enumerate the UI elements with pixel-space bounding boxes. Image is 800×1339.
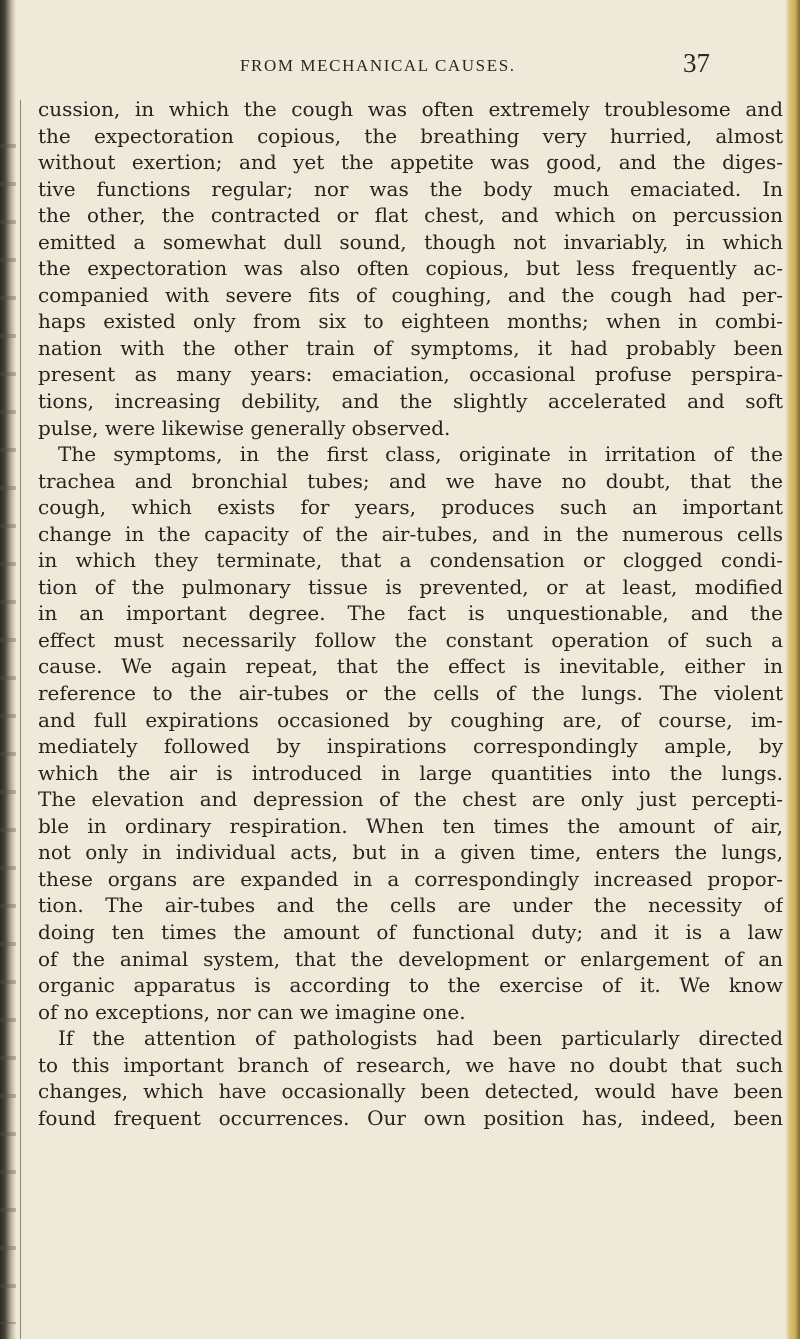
text-line: tion of the pulmonary tissue is prevented, or at least, modified (38, 574, 783, 599)
text-line: cussion, in which the cough was often extremely troublesome and (38, 97, 783, 121)
text-line: the expectoration copious, the breathing very hurried, almost (38, 123, 783, 148)
text-line: ble in ordinary respiration. When ten times the amount of air, (38, 813, 783, 838)
text-line: in an important degree. The fact is unquestionable, and the (38, 601, 783, 626)
text-line: nation with the other train of symptoms, it had probably been (38, 335, 783, 360)
text-line: without exertion; and yet the appetite was good, and the diges- (38, 150, 783, 175)
text-line: in which they terminate, that a condensation or clogged condi- (38, 548, 783, 573)
text-line: tive functions regular; nor was the body much emaciated. In (38, 176, 783, 201)
text-line: organic apparatus is according to the exercise of it. We know (38, 973, 783, 998)
page-number: 37 (683, 48, 710, 78)
text-line: these organs are expanded in a correspondingly increased propor- (38, 866, 783, 891)
text-line: effect must necessarily follow the constant operation of such a (38, 627, 783, 652)
text-line: emitted a somewhat dull sound, though not invariably, in which (38, 229, 783, 254)
body-text (38, 96, 783, 1131)
text-line: the other, the contracted or flat chest, and which on percussion (38, 203, 783, 228)
text-line: change in the capacity of the air-tubes, and in the numerous cells (38, 521, 783, 546)
text-line: trachea and bronchial tubes; and we have no doubt, that the (38, 468, 783, 493)
text-line: not only in individual acts, but in a given time, enters the lungs, (38, 840, 783, 865)
text-line: mediately followed by inspirations correspondingly ample, by (38, 734, 783, 759)
text-line: of the animal system, that the development or enlargement of an (38, 946, 783, 971)
text-line: The elevation and depression of the chest are only just percepti- (38, 787, 783, 812)
text-line: tions, increasing debility, and the slightly accelerated and soft (38, 389, 783, 414)
text-line: cough, which exists for years, produces such an important (38, 495, 783, 520)
left-gutter-marks (0, 124, 16, 1324)
text-line: companied with severe fits of coughing, and the cough had per- (38, 282, 783, 307)
text-line: and full expirations occasioned by coughing are, of course, im- (38, 707, 783, 732)
text-line: doing ten times the amount of functional duty; and it is a law (38, 919, 783, 944)
text-line: reference to the air-tubes or the cells of the lungs. The violent (38, 681, 783, 706)
left-margin-rule (20, 100, 21, 1339)
text-line: of no exceptions, nor can we imagine one. (38, 999, 466, 1024)
text-line: If the attention of pathologists had been particularly directed (58, 1026, 783, 1051)
text-line: present as many years: emaciation, occasional profuse perspira- (38, 362, 783, 387)
text-line: changes, which have occasionally been detected, would have been (38, 1079, 783, 1104)
running-head: FROM MECHANICAL CAUSES. (240, 56, 516, 75)
right-page-edge (786, 0, 800, 1339)
text-line: tion. The air-tubes and the cells are under the necessity of (38, 893, 783, 918)
text-line: to this important branch of research, we have no doubt that such (38, 1052, 783, 1077)
text-line: which the air is introduced in large quantities into the lungs. (38, 760, 783, 785)
page-header (240, 48, 710, 88)
text-line: haps existed only from six to eighteen months; when in combi- (38, 309, 783, 334)
text-line: pulse, were likewise generally observed. (38, 415, 451, 440)
text-line: found frequent occurrences. Our own position has, indeed, been (38, 1105, 783, 1130)
text-line: The symptoms, in the first class, originate in irritation of the (58, 442, 783, 467)
text-line: cause. We again repeat, that the effect is inevitable, either in (38, 654, 783, 679)
text-line: the expectoration was also often copious, but less frequently ac- (38, 256, 783, 281)
